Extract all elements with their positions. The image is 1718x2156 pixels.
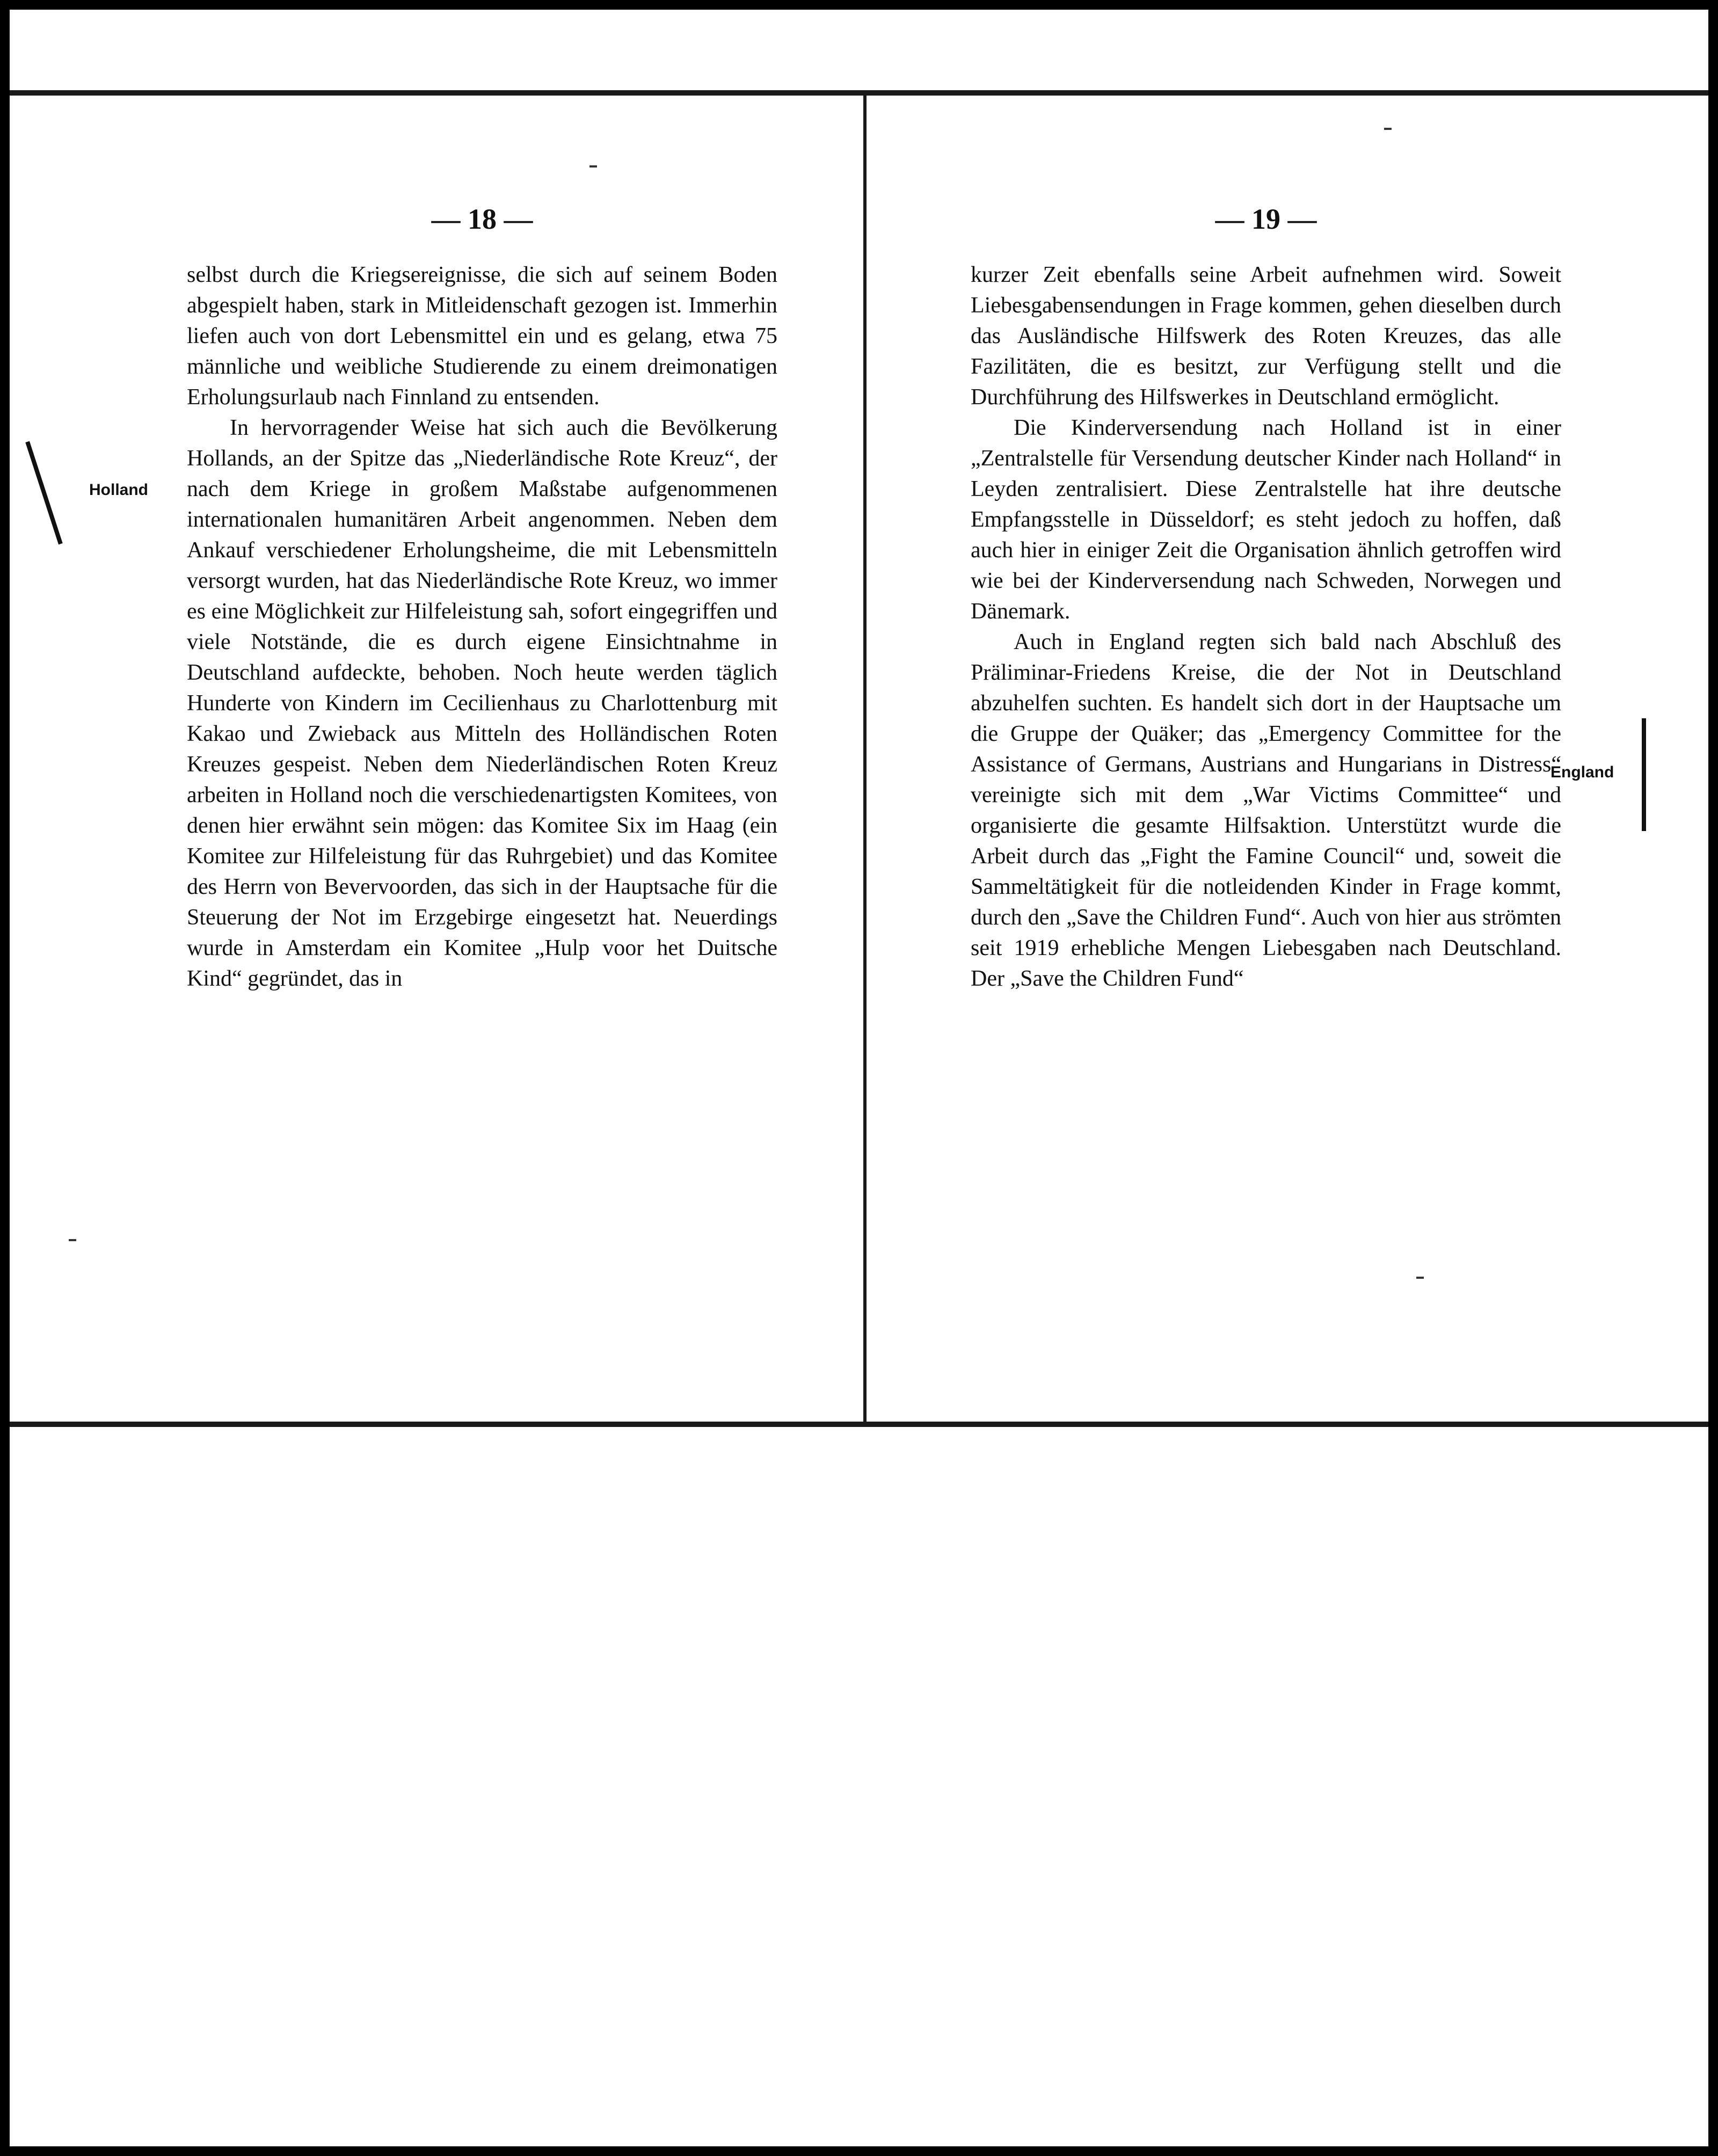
book-gutter bbox=[863, 96, 867, 1422]
scan-speck bbox=[69, 1239, 76, 1241]
paragraph: selbst durch die Kriegsereignisse, die sich auf seinem Boden abgespielt haben, stark in Mitleidenschaft gezogen ist. Immerhin liefen auch von dort Lebensmittel ein und es gelang, etwa 75 männliche und weibliche Studierende zu einem dreimonatigen Erholungsurlaub nach Finnland zu entsenden. bbox=[187, 263, 777, 410]
margin-note-holland: Holland bbox=[89, 481, 148, 499]
book-spread bbox=[10, 96, 1708, 1422]
page-right bbox=[971, 96, 1561, 1384]
paragraph: kurzer Zeit ebenfalls seine Arbeit aufnehmen wird. Soweit Liebesgabensendungen in Frage kommen, gehen dieselben durch das Ausländische Hilfswerk des Roten Kreuzes, das alle Fazilitäten, die es besitzt, zur Verfügung stellt und die Durchführung des Hilfswerkes in Deutschland ermöglicht. bbox=[971, 263, 1561, 410]
page-left-text bbox=[187, 260, 777, 994]
scan-speck bbox=[1416, 1277, 1424, 1279]
margin-note-england: England bbox=[1550, 763, 1614, 781]
paragraph: Die Kinderversendung nach Holland ist in einer „Zentralstelle für Versendung deutscher Kinder nach Holland“ in Leyden zentralisiert. Diese Zentralstelle hat ihre deutsche Empfangsstelle in Düsseldorf; es steht jedoch zu hoffen, daß auch hier in einiger Zeit die Organisation ähnlich getroffen wird wie bei der Kinderversendung nach Schweden, Norwegen und Dänemark. bbox=[971, 416, 1561, 624]
scan-speck bbox=[1384, 128, 1392, 130]
scan-speck bbox=[589, 165, 597, 167]
page-left bbox=[187, 96, 777, 1384]
margin-bracket-right bbox=[1642, 718, 1646, 831]
scan-top-band bbox=[10, 10, 1708, 96]
page-right-text bbox=[971, 260, 1561, 994]
margin-bracket-left bbox=[25, 441, 62, 545]
paragraph: In hervorragender Weise hat sich auch die Bevölkerung Hollands, an der Spitze das „Niederländische Rote Kreuz“, der nach dem Kriege in großem Maßstabe aufgenommenen internationalen humanitären Arbeit angenommen. Neben dem Ankauf verschiedener Erholungsheime, die mit Lebensmitteln versorgt wurden, hat das Niederländische Rote Kreuz, wo immer es eine Möglichkeit zur Hilfeleistung sah, sofort eingegriffen und viele Notstände, die es durch eigene Einsichtnahme in Deutschland aufdeckte, behoben. Noch heute werden täglich Hunderte von Kindern im Cecilienhaus zu Charlottenburg mit Kakao und Zwieback aus Mitteln des Holländischen Roten Kreuzes gespeist. Neben dem Niederländischen Roten Kreuz arbeiten in Holland noch die verschiedenartigsten Komitees, von denen hier erwähnt sein mögen: das Komitee Six im Haag (ein Komitee zur Hilfeleistung für das Ruhrgebiet) und das Komitee des Herrn von Bevervoorden, das sich in der Hauptsache für die Steuerung der Not im Erzgebirge eingesetzt hat. Neuerdings wurde in Amsterdam ein Komitee „Hulp voor het Duitsche Kind“ gegründet, das in bbox=[187, 416, 777, 991]
page-number-left: — 18 — bbox=[431, 203, 533, 235]
scan-bottom-band bbox=[10, 1422, 1708, 1427]
paragraph: Auch in England regten sich bald nach Abschluß des Präliminar-Friedens Kreise, die der Not in Deutschland abzuhelfen suchten. Es handelt sich dort in der Hauptsache um die Gruppe der Quäker; das „Emergency Committee for the Assistance of Germans, Austrians and Hungarians in Distress“ vereinigte sich mit dem „War Victims Committee“ und organisierte die gesamte Hilfsaktion. Unterstützt wurde die Arbeit durch das „Fight the Famine Council“ und, soweit die Sammeltätigkeit für die notleidenden Kinder in Frage kommt, durch den „Save the Children Fund“. Auch von hier aus strömten seit 1919 erhebliche Mengen Liebesgaben nach Deutschland. Der „Save the Children Fund“ bbox=[971, 630, 1561, 991]
page-number-right: — 19 — bbox=[1215, 203, 1317, 235]
